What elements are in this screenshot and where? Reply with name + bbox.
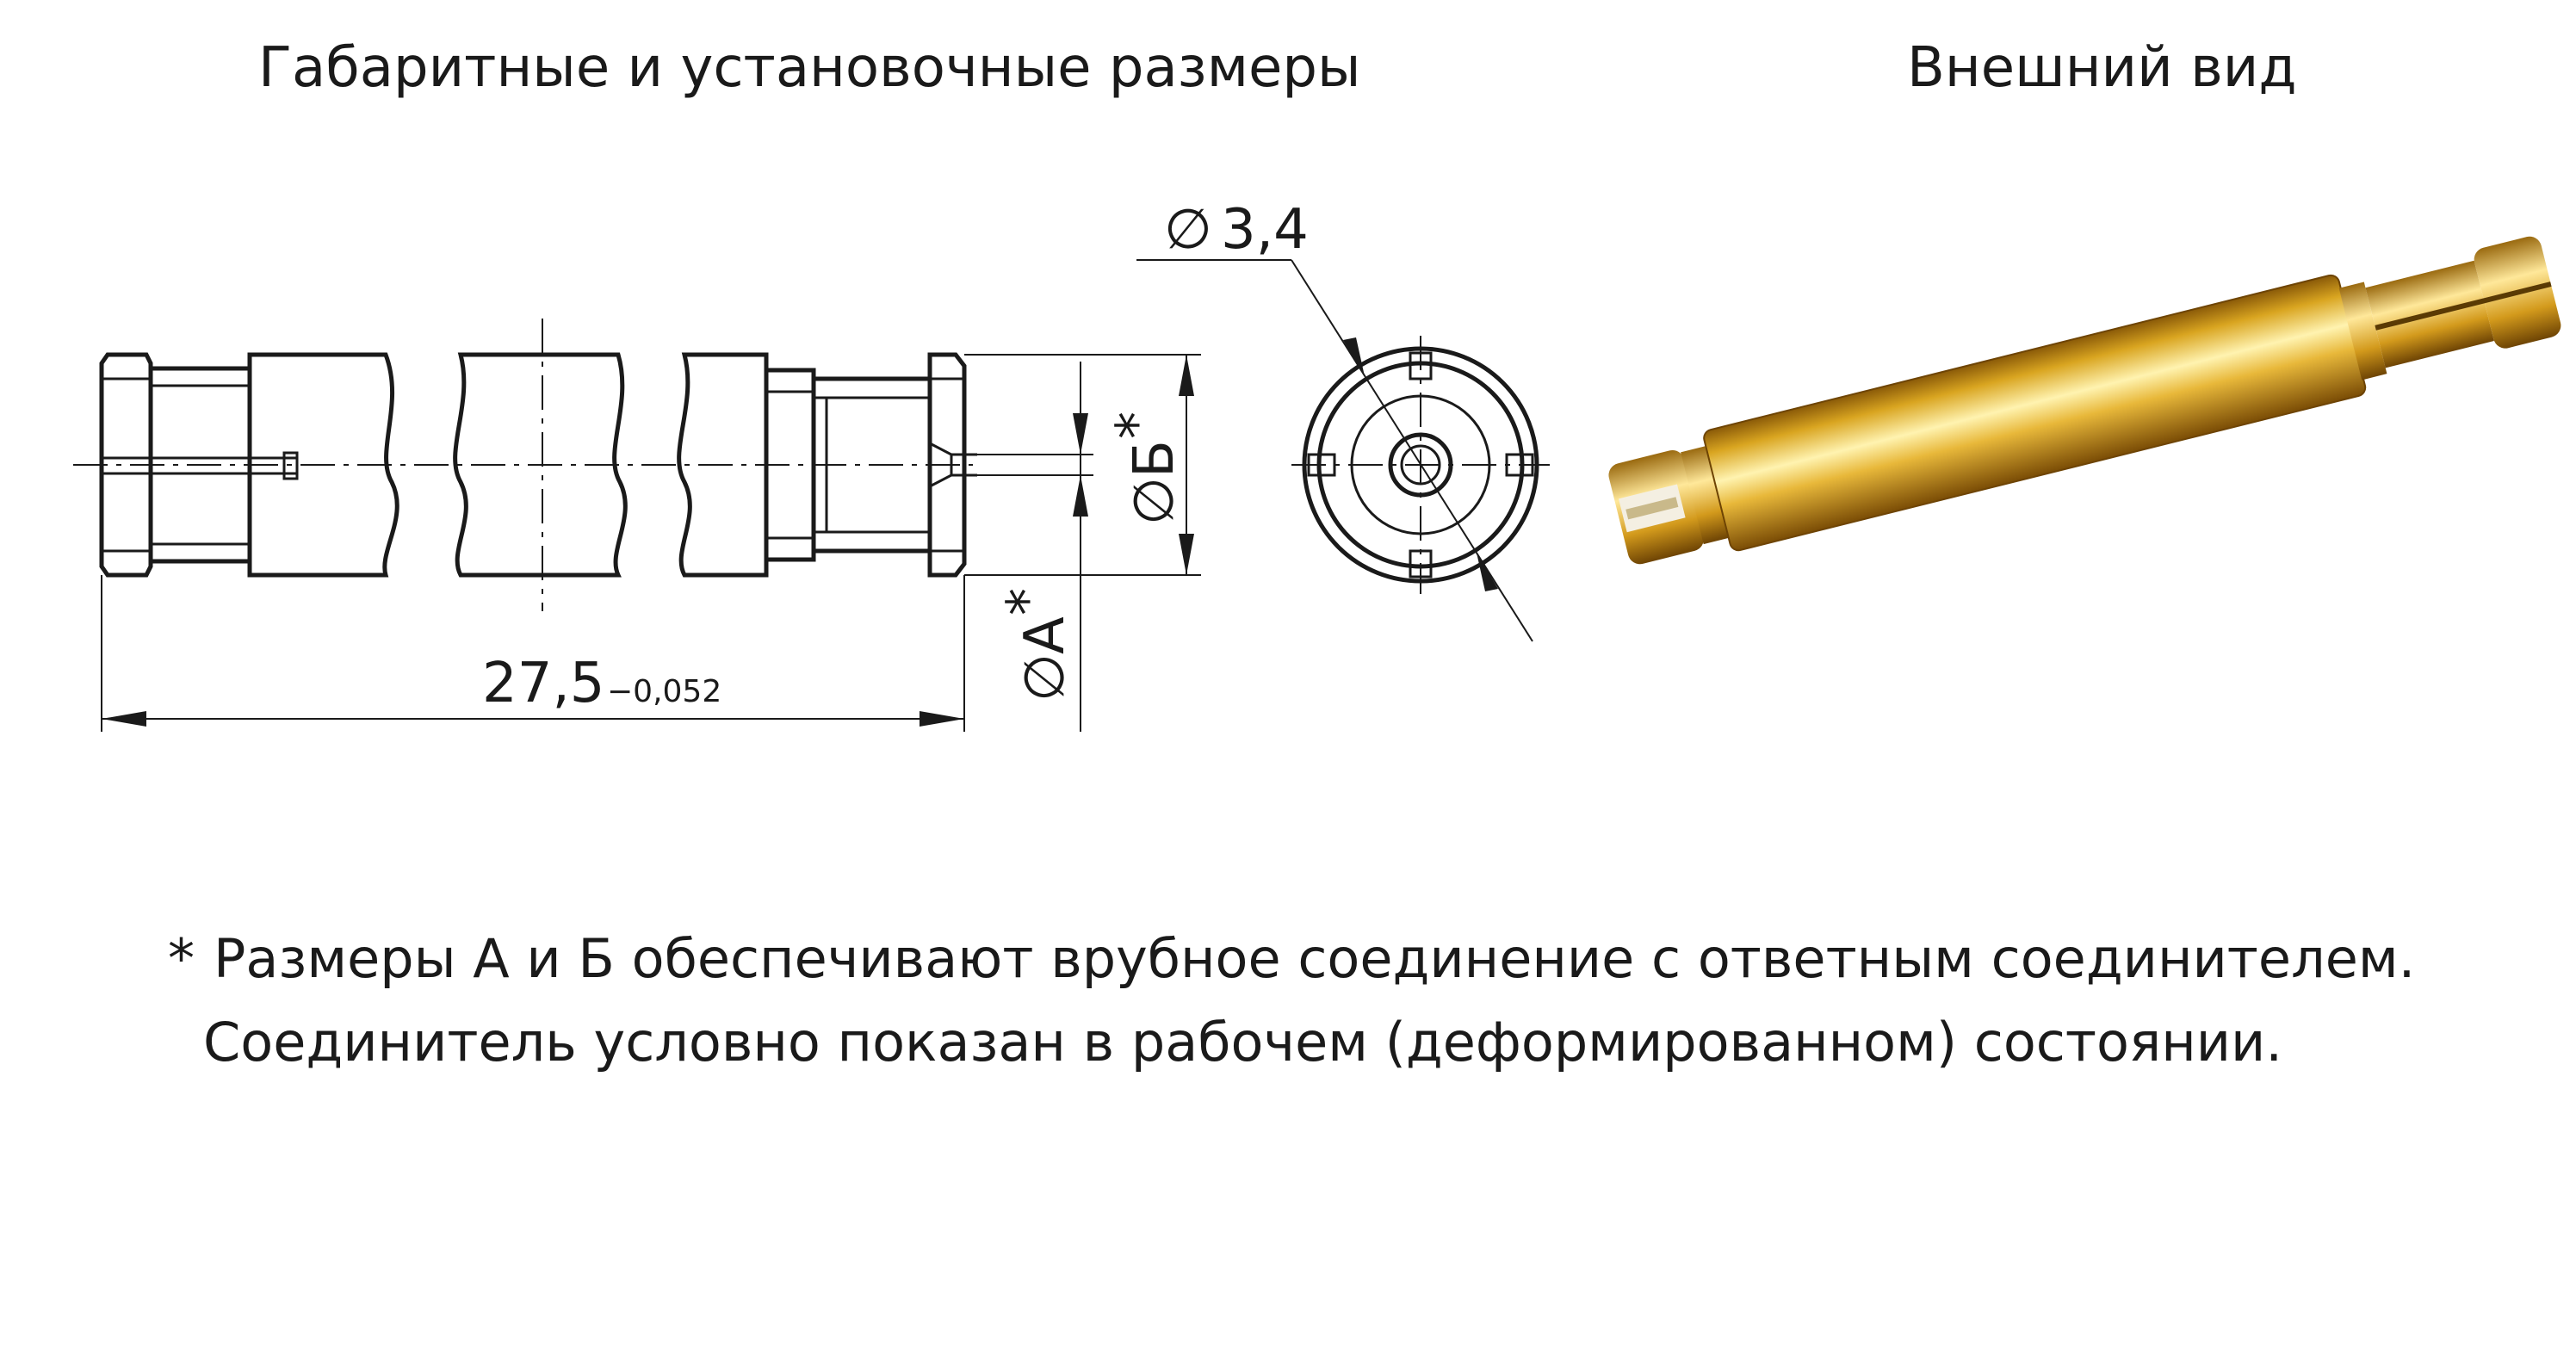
dimension-a <box>977 362 1093 732</box>
note-line-1: Размеры А и Б обеспечивают врубное соединение с ответным соединителем. <box>214 927 2416 990</box>
diameter-value: 3,4 <box>1221 198 1309 262</box>
note-line-2: Соединитель условно показан в рабочем (деформированном) состоянии. <box>203 1011 2283 1073</box>
dim-b-asterisk: * <box>1105 411 1169 439</box>
note-asterisk: * <box>168 927 195 990</box>
dimension-b <box>964 355 1201 575</box>
dim-b-label: Б <box>1123 440 1186 478</box>
dim-a-asterisk: * <box>996 588 1060 616</box>
footnote <box>168 927 2415 1073</box>
dim-b-diameter-symbol: ∅ <box>1123 477 1186 525</box>
side-view-drawing <box>73 319 1201 732</box>
dim-a-label: A <box>1013 616 1077 654</box>
diameter-symbol: ∅ <box>1164 198 1212 262</box>
connector-photo <box>1604 224 2567 577</box>
length-dimension <box>102 575 964 732</box>
appearance-heading: Внешний вид <box>1907 36 2297 100</box>
length-value: 27,5 <box>482 652 605 715</box>
dim-a-diameter-symbol: ∅ <box>1013 653 1077 702</box>
dimensions-heading: Габаритные и установочные размеры <box>258 36 1361 100</box>
length-tolerance: −0,052 <box>607 674 722 709</box>
